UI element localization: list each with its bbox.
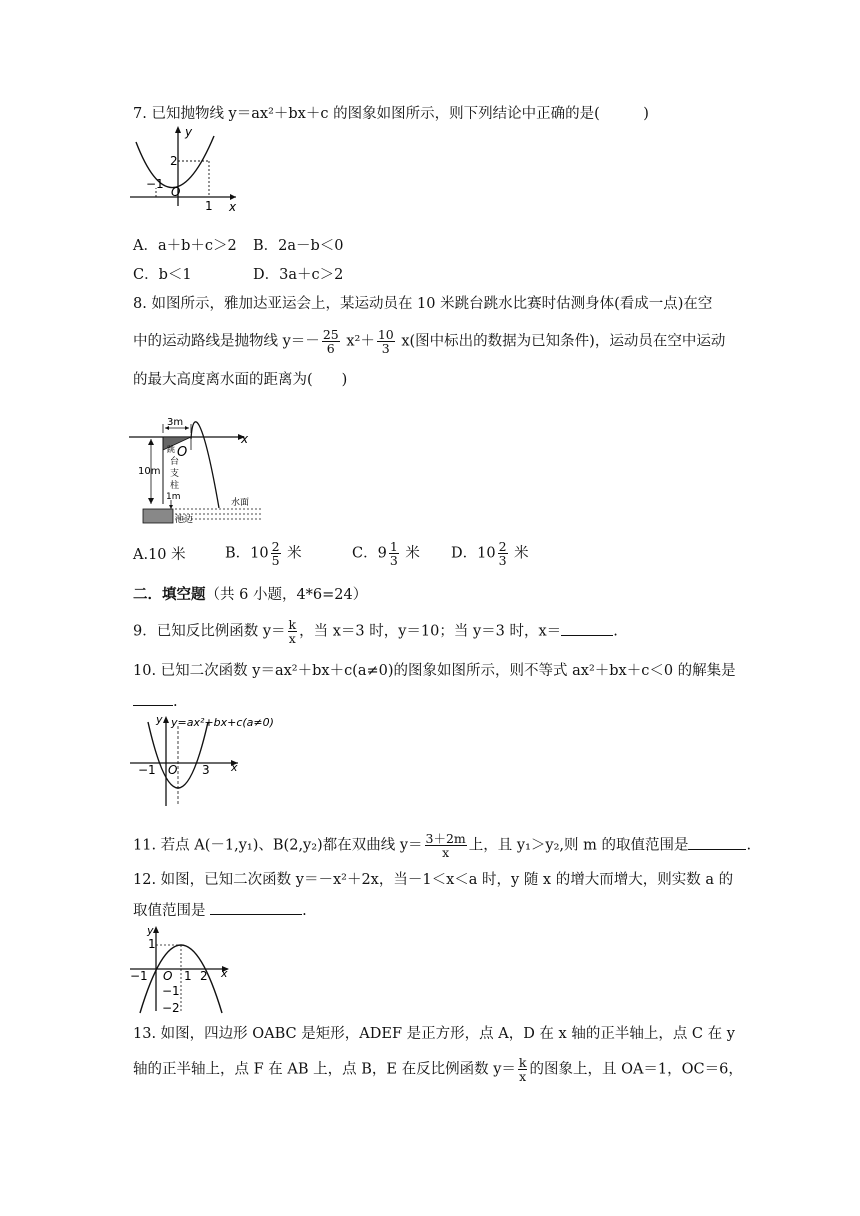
q9-fraction bbox=[288, 618, 298, 645]
q9-line bbox=[133, 618, 618, 645]
q13-line2-pre: 轴的正半轴上，点 F 在 AB 上，点 B，E 在反比例函数 y＝ bbox=[133, 1061, 516, 1078]
q11-fraction bbox=[425, 832, 467, 859]
section-2-note: （共 6 小题，4*6=24） bbox=[205, 587, 368, 603]
q8-option-b-num: 2 bbox=[271, 539, 280, 554]
q8-fraction-2-num: 10 bbox=[377, 327, 394, 342]
q8-origin: O bbox=[177, 445, 188, 460]
q12-line2-pre: 取值范围是 bbox=[133, 903, 206, 919]
q10-x-label: x bbox=[231, 761, 238, 774]
q7-tick-neg1: −1 bbox=[146, 177, 164, 191]
q11-pre: 11. 若点 A(－1,y₁)、B(2,y₂)都在双曲线 y＝ bbox=[133, 837, 423, 854]
q7-tick-2: 2 bbox=[170, 154, 178, 168]
q10-y-label: y bbox=[156, 713, 163, 726]
q7-x-label: x bbox=[229, 200, 237, 214]
q7-tick-1: 1 bbox=[205, 199, 213, 213]
q12-tick-neg1-y: −1 bbox=[162, 984, 180, 998]
section-2-heading bbox=[133, 585, 367, 605]
q8-option-b-den: 5 bbox=[271, 553, 280, 568]
q12-tick-2-x: 2 bbox=[200, 969, 208, 983]
q12-origin: O bbox=[163, 969, 173, 983]
q12-answer-blank[interactable] bbox=[210, 900, 302, 915]
q8-label-3m: 3m bbox=[167, 417, 184, 428]
q11-post: 上，且 y₁＞y₂,则 m 的取值范围是 bbox=[468, 837, 689, 854]
q8-option-d bbox=[451, 540, 529, 567]
q8-option-c-den: 3 bbox=[389, 553, 398, 568]
q12-tick-neg2-y: −2 bbox=[162, 1001, 180, 1015]
q8-x-label: x bbox=[241, 432, 249, 446]
q13-fraction-den: x bbox=[519, 1069, 527, 1084]
q10-end: . bbox=[173, 694, 178, 710]
q8-label-1m: 1m bbox=[166, 492, 181, 502]
q10-answer-blank[interactable] bbox=[133, 691, 173, 706]
q8-line1: 8. 如图所示，雅加达亚运会上，某运动员在 10 米跳台跳水比赛时估测身体(看成一点)在空 bbox=[133, 296, 713, 312]
q7-option-d: D．3a＋c＞2 bbox=[253, 267, 344, 283]
q8-line3: 的最大高度离水面的距离为( ) bbox=[133, 372, 348, 388]
q8-fraction-2 bbox=[377, 328, 395, 355]
q10-tick-neg1: −1 bbox=[138, 763, 156, 777]
q8-option-c-num: 1 bbox=[389, 539, 398, 554]
q8-option-d-unit: 米 bbox=[514, 545, 529, 562]
q8-option-d-num: 2 bbox=[498, 539, 507, 554]
q8-pillar-3: 支 bbox=[170, 469, 180, 479]
q13-fraction bbox=[518, 1056, 528, 1083]
q12-tick-1-y: 1 bbox=[148, 937, 156, 951]
q9-post: ，当 x＝3 时，y＝10；当 y＝3 时，x＝ bbox=[299, 623, 562, 640]
q10-line2 bbox=[133, 691, 178, 712]
q8-option-b-pre: B．10 bbox=[225, 545, 269, 562]
q8-line2 bbox=[133, 328, 725, 355]
q8-option-a: A.10 米 bbox=[133, 547, 186, 563]
q11-fraction-den: x bbox=[442, 845, 450, 860]
q8-option-b bbox=[225, 540, 302, 567]
q13-line2-post: 的图象上，且 OA＝1，OC＝6， bbox=[529, 1061, 743, 1078]
q8-line2-pre: 中的运动路线是抛物线 y＝－ bbox=[133, 333, 320, 350]
q13-fraction-num: k bbox=[518, 1055, 527, 1070]
q8-pillar-1: 跳 bbox=[167, 445, 175, 454]
q7-option-a: A．a＋b＋c＞2 bbox=[133, 238, 237, 254]
q13-line1: 13. 如图，四边形 OABC 是矩形，ADEF 是正方形，点 A，D 在 x 轴的正半轴上，点 C 在 y bbox=[133, 1026, 735, 1042]
q8-pillar-2: 台 bbox=[170, 457, 180, 467]
q7-stem: 7. 已知抛物线 y＝ax²＋bx＋c 的图象如图所示，则下列结论中正确的是( ) bbox=[133, 106, 649, 122]
q8-pool-label: 池边 bbox=[175, 515, 194, 525]
q12-y-label: y bbox=[147, 924, 154, 937]
q11-fraction-num: 3＋2m bbox=[425, 831, 466, 846]
q8-option-b-fraction bbox=[271, 540, 281, 567]
q8-pillar-4: 柱 bbox=[170, 481, 180, 491]
q12-tick-neg1-x: −1 bbox=[130, 969, 148, 983]
q9-end: . bbox=[613, 623, 618, 640]
q11-answer-blank[interactable] bbox=[688, 835, 746, 850]
q11-end: . bbox=[746, 837, 752, 854]
q10-origin: O bbox=[168, 763, 178, 777]
section-2-title: 二．填空题 bbox=[133, 586, 206, 603]
q9-fraction-num: k bbox=[288, 617, 297, 632]
q12-end: . bbox=[302, 903, 307, 919]
q8-option-c-fraction bbox=[389, 540, 399, 567]
q13-line2 bbox=[133, 1056, 743, 1083]
q8-option-b-unit: 米 bbox=[287, 545, 302, 562]
q7-y-label: y bbox=[185, 125, 193, 139]
q8-option-d-fraction bbox=[498, 540, 508, 567]
q12-line2 bbox=[133, 900, 307, 921]
q8-line2-mid: x²＋ bbox=[346, 333, 375, 350]
q8-option-d-den: 3 bbox=[498, 553, 507, 568]
q7-option-b: B．2a－b＜0 bbox=[253, 238, 344, 254]
q7-parabola-graph bbox=[128, 124, 238, 214]
q8-fraction-1-num: 25 bbox=[322, 327, 339, 342]
q8-fraction-1 bbox=[322, 328, 340, 355]
q10-parabola-graph bbox=[128, 714, 288, 806]
q12-x-label: x bbox=[221, 967, 228, 980]
q8-line2-post: x(图中标出的数据为已知条件)，运动员在空中运动 bbox=[401, 333, 726, 350]
q12-parabola-graph bbox=[128, 925, 238, 1015]
q7-origin: O bbox=[171, 185, 181, 199]
q8-option-d-pre: D．10 bbox=[451, 545, 496, 562]
q10-tick-3: 3 bbox=[202, 763, 210, 777]
q8-fraction-1-den: 6 bbox=[326, 341, 335, 356]
q8-option-c-unit: 米 bbox=[405, 545, 420, 562]
q9-answer-blank[interactable] bbox=[561, 621, 613, 636]
q10-line1: 10. 已知二次函数 y＝ax²＋bx＋c(a≠0)的图象如图所示，则不等式 ax²＋bx＋c＜0 的解集是 bbox=[133, 663, 736, 679]
q8-option-c bbox=[352, 540, 420, 567]
q11-line bbox=[133, 832, 751, 859]
q8-water-label: 水面 bbox=[231, 498, 250, 508]
q8-fraction-2-den: 3 bbox=[381, 341, 390, 356]
q12-tick-1-x: 1 bbox=[184, 969, 192, 983]
q10-equation: y=ax²+bx+c(a≠0) bbox=[171, 716, 274, 729]
q9-fraction-den: x bbox=[288, 631, 296, 646]
q12-line1: 12. 如图，已知二次函数 y＝－x²＋2x，当－1＜x＜a 时，y 随 x 的增大而增大，则实数 a 的 bbox=[133, 872, 734, 888]
q9-pre: 9．已知反比例函数 y＝ bbox=[133, 623, 286, 640]
q8-option-c-pre: C．9 bbox=[352, 545, 387, 562]
q8-label-10m: 10m bbox=[138, 466, 161, 477]
q7-option-c: C．b＜1 bbox=[133, 267, 192, 283]
q8-diving-diagram bbox=[127, 412, 267, 532]
